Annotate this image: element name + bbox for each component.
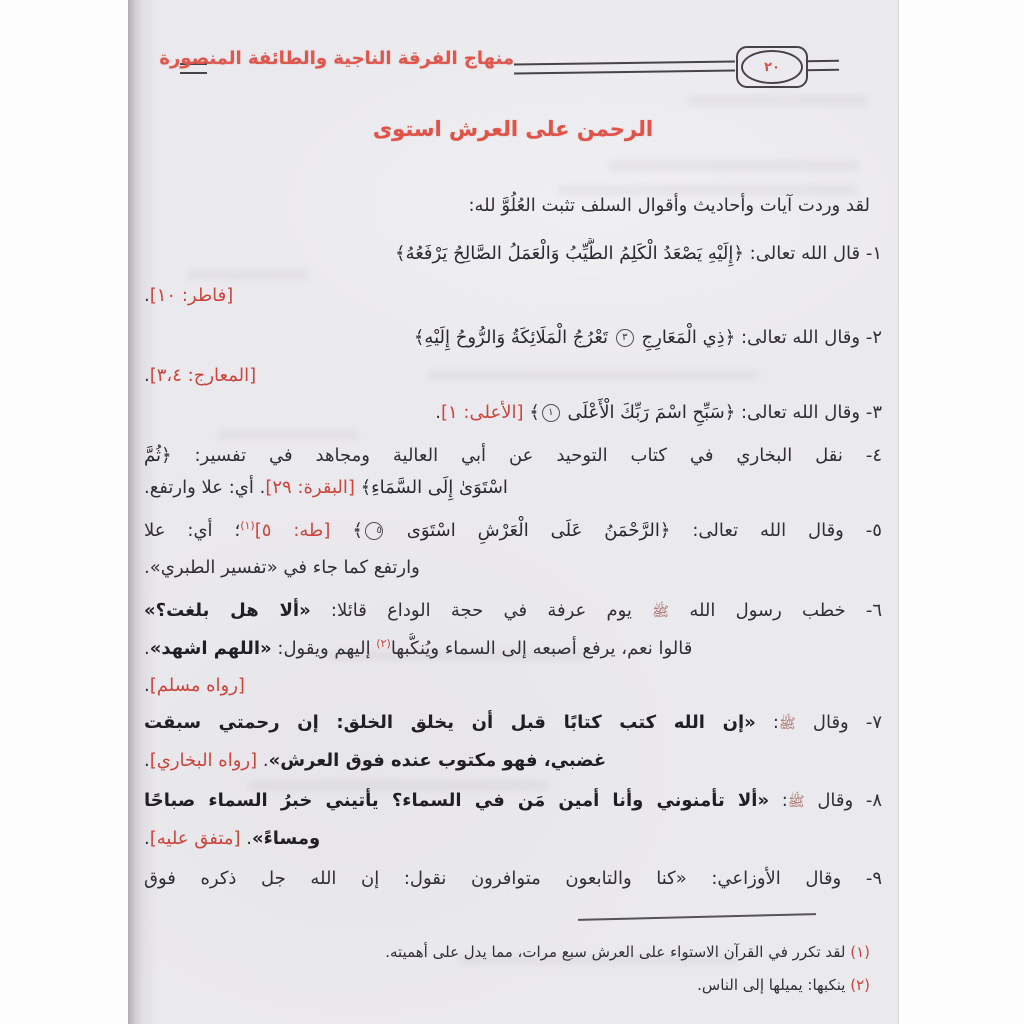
header-book-title: منهاج الفرقة الناجية والطائفة المنصورة [159, 48, 514, 69]
citation-text: [المعارج: ٣،٤] [149, 365, 257, 386]
footnote-marker: (١) [850, 943, 870, 961]
text-segment: . [144, 750, 150, 771]
citation-text: [رواه البخاري] [149, 750, 258, 771]
text-segment: . [257, 750, 269, 771]
text-segment: يوم عرفة في حجة الوداع قائلا: [310, 600, 653, 621]
citation-text: [البقرة: ٢٩] [265, 477, 355, 498]
body-line [144, 670, 882, 702]
citation-text: [طه: ٥] [254, 520, 331, 541]
text-segment: : [755, 712, 779, 733]
text-segment: ٨- وقال [804, 790, 882, 811]
body-line [144, 472, 882, 504]
citation-text: [فاطر: ١٠] [149, 285, 234, 306]
text-segment: . [144, 365, 150, 386]
section-title: الرحمن على العرش استوى [372, 117, 654, 141]
text-segment: اسْتَوَىٰ إِلَى السَّمَاءِ﴾ [354, 477, 508, 498]
text-segment: تَعْرُجُ الْمَلَائِكَةُ وَالرُّوحُ إِلَيْهِ﴾ [413, 327, 614, 348]
text-segment: «اللهم اشهد» [149, 638, 272, 659]
text-segment: ٦- خطب رسول الله [669, 600, 882, 621]
scanned-page [128, 0, 899, 1024]
text-segment: ﴿إِلَيْهِ يَصْعَدُ الْكَلِمُ الطَّيِّبُ وَالْعَمَلُ الصَّالِحُ يَرْفَعُهُ﴾ [395, 243, 744, 264]
text-segment: ١- قال الله تعالى: [743, 243, 882, 264]
body-line [144, 280, 882, 312]
text-segment: ٢- وقال الله تعالى: [735, 327, 882, 348]
citation-text: [الأعلى: ١] [441, 402, 524, 423]
body-line [144, 595, 882, 627]
text-segment: ﴿الرَّحْمَنُ عَلَى الْعَرْشِ اسْتَوَى [384, 520, 671, 541]
body-line [144, 322, 882, 354]
body-text [144, 0, 882, 1024]
footnote-reference: (٢) [376, 637, 391, 650]
footnote-reference: (١) [240, 519, 255, 532]
text-segment: ٤- نقل البخاري في كتاب التوحيد عن أبي العالية ومجاهد في تفسير: [171, 445, 882, 466]
text-segment: . [435, 402, 441, 423]
footnote-item [144, 940, 870, 964]
text-segment: . [144, 828, 150, 849]
body-line [144, 633, 882, 665]
footnote-item [144, 973, 870, 997]
text-segment: وارتفع كما جاء في «تفسير الطبري». [144, 557, 420, 578]
text-segment: . [240, 828, 252, 849]
text-segment: ﴿ذِي الْمَعَارِجِ [635, 327, 736, 348]
citation-text: [رواه مسلم] [149, 675, 245, 696]
text-segment: ﴾ [523, 402, 540, 423]
citation-text: [متفق عليه] [149, 828, 241, 849]
body-line [144, 552, 882, 584]
text-segment: ؛ أي: علا [144, 520, 241, 541]
text-segment: «إن الله كتب كتابًا قبل أن يخلق الخلق: إن رحمتي سبقت [144, 712, 756, 733]
text-segment: ﴿ثُمَّ [144, 445, 172, 466]
text-segment: ٥- وقال الله تعالى: [670, 520, 882, 541]
text-segment: . [144, 638, 150, 659]
body-line [144, 707, 882, 739]
text-segment: غضبي، فهو مكتوب عنده فوق العرش» [268, 750, 607, 771]
text-segment: ﴿سَبِّحِ اسْمَ رَبِّكَ الْأَعْلَى [561, 402, 736, 423]
body-line [144, 360, 882, 392]
ayah-number-marker: ٣ [616, 329, 634, 347]
body-line [144, 238, 882, 270]
body-line [144, 863, 882, 895]
text-segment: إليهم ويقول: [271, 638, 377, 659]
text-segment: لقد وردت آيات وأحاديث وأقوال السلف تثبت العُلُوَّ لله: [468, 195, 870, 216]
text-segment: قالوا نعم، يرفع أصبعه إلى السماء ويُنكُّبها [390, 638, 693, 659]
body-line [144, 397, 882, 429]
salawat-symbol: ﷺ [787, 794, 805, 810]
text-segment: ومساءً» [251, 828, 321, 849]
ayah-number-marker: ٥ [365, 522, 383, 540]
body-line [144, 515, 882, 547]
footnote-text: ينكبها: يميلها إلى الناس. [697, 976, 851, 994]
page-number: ٢٠ [764, 59, 780, 75]
ayah-number-marker: ١ [542, 404, 560, 422]
text-segment: «ألا تأمنوني وأنا أمين مَن في السماء؟ يأتيني خبرُ السماء صباحًا [144, 790, 770, 811]
text-segment: : [769, 790, 788, 811]
text-segment: . [144, 675, 150, 696]
body-line [144, 745, 882, 777]
salawat-symbol: ﷺ [652, 604, 670, 620]
body-line [144, 785, 882, 817]
text-segment: . [144, 285, 150, 306]
text-segment: ٣- وقال الله تعالى: [735, 402, 882, 423]
footnote-marker: (٢) [850, 976, 870, 994]
text-segment: ٧- وقال [795, 712, 882, 733]
footnote-text: لقد تكرر في القرآن الاستواء على العرش سبع مرات، مما يدل على أهميته. [385, 943, 851, 961]
text-segment: . أي: علا وارتفع. [144, 477, 266, 498]
salawat-symbol: ﷺ [778, 716, 796, 732]
body-line [144, 190, 882, 222]
text-segment: «ألا هل بلغت؟» [144, 600, 311, 621]
body-line [144, 823, 882, 855]
text-segment: ٩- وقال الأوزاعي: «كنا والتابعون متوافرون نقول: إن الله جل ذكره فوق [144, 868, 882, 889]
text-segment: ﴾ [330, 520, 363, 541]
body-line [144, 440, 882, 472]
